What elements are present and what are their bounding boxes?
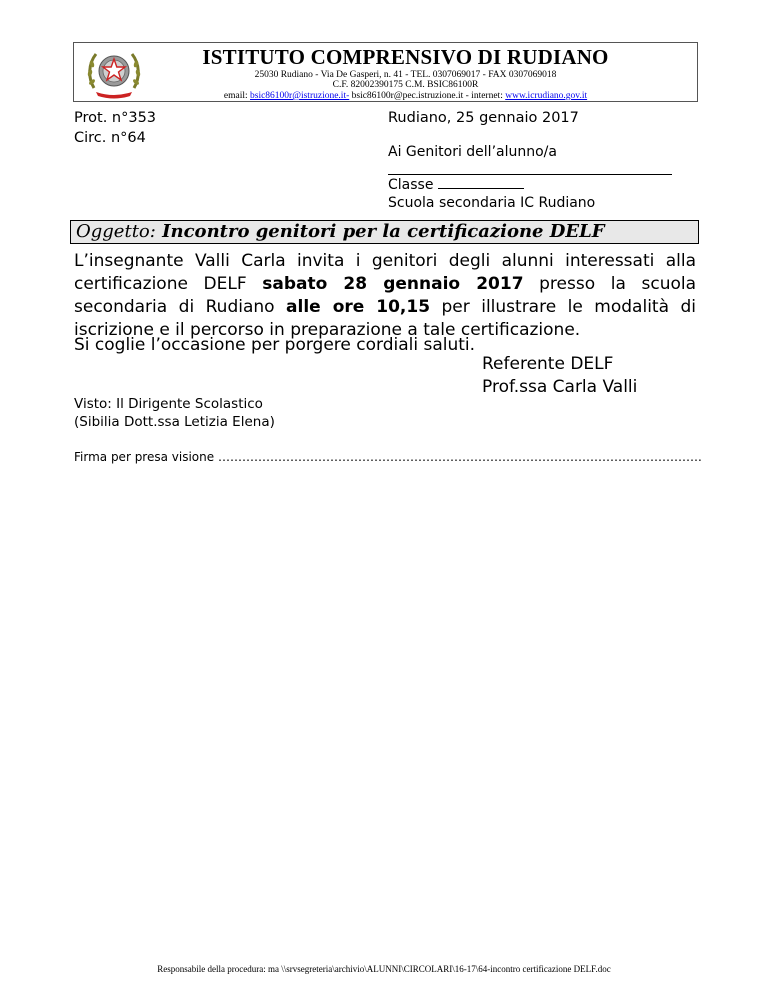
website-link[interactable]: www.icrudiano.gov.it xyxy=(505,91,588,101)
signature-role: Referente DELF xyxy=(482,354,614,374)
body-part-3: per illustrare le modalità di iscrizione e il percorso in preparazione a tale certificazione. xyxy=(74,297,696,340)
body-part-1: L’insegnante Valli Carla invita i genitori degli alunni interessati alla certificazione DELF xyxy=(74,251,696,294)
school-codes: C.F. 82002390175 C.M. BSIC86100R xyxy=(332,80,479,90)
body-time: alle ore 10,15 xyxy=(286,297,431,317)
school-address: 25030 Rudiano - Via De Gasperi, n. 41 - TEL. 0307069017 - FAX 0307069018 xyxy=(254,70,557,80)
date-line: Rudiano, 25 gennaio 2017 xyxy=(388,110,579,126)
subject-box xyxy=(70,220,699,244)
email-link[interactable]: bsic86100r@istruzione.it- xyxy=(250,91,350,101)
subject-label: Oggetto: xyxy=(76,221,156,242)
visto-block xyxy=(74,395,275,431)
body-part-2: presso la scuola secondaria di Rudiano xyxy=(74,274,697,317)
classe-line xyxy=(388,175,672,194)
firma-line: Firma per presa visione …………………………………………………………………………………………………………. xyxy=(74,450,702,464)
contact-prefix: email: xyxy=(223,91,250,101)
signature-block xyxy=(482,353,637,399)
circular-number: Circ. n°64 xyxy=(74,130,146,146)
recipient-block xyxy=(388,108,672,212)
protocol-block xyxy=(74,108,156,148)
closing-line: Si coglie l’occasione per porgere cordiali saluti. xyxy=(74,335,476,355)
body-paragraph xyxy=(74,250,696,342)
protocol-number: Prot. n°353 xyxy=(74,110,157,126)
school-line: Scuola secondaria IC Rudiano xyxy=(388,195,596,211)
signature-name: Prof.ssa Carla Valli xyxy=(482,377,638,397)
body-date: sabato 28 gennaio 2017 xyxy=(262,274,524,294)
classe-blank xyxy=(438,175,524,189)
student-name-blank xyxy=(388,161,672,175)
visto-line: Visto: Il Dirigente Scolastico xyxy=(74,396,263,412)
pec-text: bsic86100r@pec.istruzione.it - internet: xyxy=(349,91,506,101)
school-contacts xyxy=(74,91,697,102)
recipient-address xyxy=(388,143,672,212)
letterhead xyxy=(73,42,698,102)
school-name: ISTITUTO COMPRENSIVO DI RUDIANO xyxy=(202,45,609,69)
dirigente-name: (Sibilia Dott.ssa Letizia Elena) xyxy=(74,414,275,430)
recipient-line: Ai Genitori dell’alunno/a xyxy=(388,144,557,160)
subject-text: Incontro genitori per la certificazione DELF xyxy=(155,221,605,242)
footer-path: Responsabile della procedura: ma \\srvsegreteria\archivio\ALUNNI\CIRCOLARI\16-17\64-incontro certificazione DELF.doc xyxy=(157,964,611,974)
classe-label: Classe xyxy=(388,177,438,193)
